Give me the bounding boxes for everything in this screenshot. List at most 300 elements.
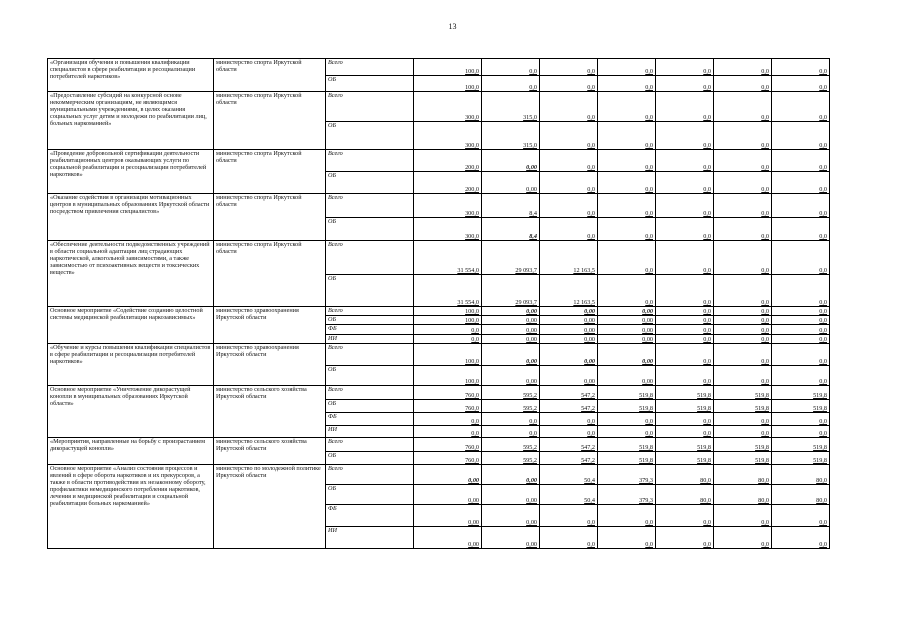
funding-source: ФБ xyxy=(326,505,414,527)
amount-value: 80,0 xyxy=(758,497,769,504)
amount-cell xyxy=(598,438,656,452)
amount-value: 0,0 xyxy=(703,299,711,306)
amount-cell xyxy=(714,150,772,172)
amount-cell xyxy=(414,452,482,465)
amount-cell xyxy=(656,325,714,335)
funding-source: ФБ xyxy=(326,413,414,426)
amount-cell xyxy=(482,218,540,241)
amount-value: 0,00 xyxy=(642,317,653,324)
amount-value: 0,0 xyxy=(819,186,827,193)
amount-cell xyxy=(540,413,598,426)
amount-cell xyxy=(772,316,830,325)
amount-cell xyxy=(656,344,714,366)
amount-value: 519,8 xyxy=(813,444,827,451)
amount-cell xyxy=(482,92,540,122)
amount-cell xyxy=(482,386,540,400)
amount-value: 0,00 xyxy=(642,358,653,365)
amount-value: 519,8 xyxy=(697,444,711,451)
amount-cell xyxy=(598,505,656,527)
amount-cell xyxy=(772,485,830,505)
funding-source: ОБ xyxy=(326,218,414,241)
amount-value: 547,2 xyxy=(581,392,595,399)
amount-value: 0,0 xyxy=(703,210,711,217)
amount-cell xyxy=(540,426,598,438)
amount-value: 519,8 xyxy=(697,457,711,464)
amount-cell xyxy=(482,438,540,452)
amount-value: 0,00 xyxy=(526,164,537,171)
amount-value: 100,0 xyxy=(465,84,479,91)
amount-value: 300,0 xyxy=(465,114,479,121)
amount-cell xyxy=(598,485,656,505)
amount-value: 0,0 xyxy=(761,317,769,324)
amount-value: 0,0 xyxy=(645,541,653,548)
amount-cell xyxy=(772,366,830,386)
amount-cell xyxy=(598,275,656,307)
activity-description: «Обеспечение деятельности подведомственных учреждений в области социальной адаптации лиц страдающих наркотической, алкогольной зависимостями, а также зависимостью от психоактивных веществ и токсических веществ» xyxy=(48,241,214,307)
amount-cell xyxy=(482,485,540,505)
amount-cell xyxy=(414,325,482,335)
amount-value: 100,0 xyxy=(465,317,479,324)
amount-value: 0,0 xyxy=(761,327,769,334)
activity-description: «Мероприятия, направленные на борьбу с произрастанием дикорастущей конопли» xyxy=(48,438,214,465)
amount-cell xyxy=(772,386,830,400)
amount-cell xyxy=(482,413,540,426)
amount-cell xyxy=(656,150,714,172)
responsible-organization: министерство сельского хозяйства Иркутской области xyxy=(214,386,326,438)
funding-source: Всего xyxy=(326,241,414,275)
amount-value: 0,0 xyxy=(703,308,711,315)
amount-value: 0,0 xyxy=(761,541,769,548)
amount-cell xyxy=(414,122,482,150)
amount-value: 31 554,0 xyxy=(457,299,479,306)
funding-source: Всего xyxy=(326,150,414,172)
amount-value: 0,00 xyxy=(526,186,537,193)
amount-value: 760,0 xyxy=(465,444,479,451)
amount-value: 760,0 xyxy=(465,405,479,412)
amount-value: 80,0 xyxy=(700,497,711,504)
funding-source: Всего xyxy=(326,344,414,366)
amount-value: 0,0 xyxy=(703,233,711,240)
funding-source: ОБ xyxy=(326,485,414,505)
amount-cell xyxy=(482,400,540,413)
amount-value: 519,8 xyxy=(697,405,711,412)
amount-cell xyxy=(656,413,714,426)
funding-source: ОБ xyxy=(326,400,414,413)
funding-source: ИИ xyxy=(326,426,414,438)
amount-cell xyxy=(772,59,830,76)
amount-cell xyxy=(414,386,482,400)
amount-cell xyxy=(714,413,772,426)
amount-cell xyxy=(714,325,772,335)
amount-cell xyxy=(772,400,830,413)
amount-value: 200,0 xyxy=(465,186,479,193)
amount-cell xyxy=(414,194,482,218)
amount-value: 0,00 xyxy=(468,519,479,526)
amount-cell xyxy=(656,400,714,413)
amount-cell xyxy=(482,505,540,527)
amount-cell xyxy=(414,59,482,76)
amount-value: 0,0 xyxy=(819,430,827,437)
amount-cell xyxy=(772,465,830,485)
amount-value: 0,0 xyxy=(761,519,769,526)
amount-cell xyxy=(540,275,598,307)
amount-value: 519,8 xyxy=(755,405,769,412)
amount-value: 0,0 xyxy=(645,164,653,171)
amount-value: 0,0 xyxy=(645,210,653,217)
amount-cell xyxy=(656,335,714,344)
amount-cell xyxy=(656,465,714,485)
amount-value: 0,0 xyxy=(761,358,769,365)
amount-value: 0,00 xyxy=(642,378,653,385)
amount-cell xyxy=(598,92,656,122)
amount-value: 0,00 xyxy=(584,358,595,365)
amount-cell xyxy=(598,172,656,194)
amount-cell xyxy=(772,275,830,307)
table-row xyxy=(48,150,830,172)
amount-value: 0,0 xyxy=(587,210,595,217)
amount-cell xyxy=(598,426,656,438)
amount-value: 8,4 xyxy=(529,233,537,240)
amount-cell xyxy=(540,241,598,275)
amount-cell xyxy=(772,194,830,218)
funding-source: Всего xyxy=(326,194,414,218)
amount-cell xyxy=(414,485,482,505)
amount-cell xyxy=(772,325,830,335)
amount-cell xyxy=(714,452,772,465)
amount-value: 300,0 xyxy=(465,210,479,217)
funding-source: Всего xyxy=(326,386,414,400)
amount-cell xyxy=(540,527,598,549)
amount-cell xyxy=(482,307,540,316)
amount-cell xyxy=(540,59,598,76)
amount-value: 0,0 xyxy=(819,418,827,425)
amount-cell xyxy=(540,122,598,150)
amount-cell xyxy=(414,438,482,452)
funding-source: Всего xyxy=(326,438,414,452)
amount-value: 0,0 xyxy=(645,84,653,91)
amount-cell xyxy=(656,438,714,452)
amount-cell xyxy=(598,316,656,325)
table-row xyxy=(48,92,830,122)
amount-value: 0,0 xyxy=(703,186,711,193)
amount-value: 0,0 xyxy=(819,317,827,324)
amount-cell xyxy=(772,344,830,366)
amount-cell xyxy=(714,465,772,485)
table-row xyxy=(48,438,830,452)
amount-cell xyxy=(598,527,656,549)
amount-cell xyxy=(714,241,772,275)
amount-cell xyxy=(598,59,656,76)
amount-cell xyxy=(598,150,656,172)
table-row xyxy=(48,194,830,218)
amount-value: 80,0 xyxy=(816,497,827,504)
amount-cell xyxy=(540,194,598,218)
amount-value: 595,2 xyxy=(523,392,537,399)
funding-source: ИИ xyxy=(326,527,414,549)
amount-cell xyxy=(714,438,772,452)
amount-cell xyxy=(656,92,714,122)
amount-cell xyxy=(772,452,830,465)
amount-cell xyxy=(598,386,656,400)
amount-value: 0,0 xyxy=(587,114,595,121)
amount-cell xyxy=(414,505,482,527)
amount-cell xyxy=(414,76,482,92)
amount-value: 0,00 xyxy=(526,308,537,315)
amount-value: 31 554,0 xyxy=(457,267,479,274)
amount-value: 0,0 xyxy=(703,358,711,365)
amount-value: 519,8 xyxy=(755,444,769,451)
amount-value: 0,0 xyxy=(703,68,711,75)
amount-value: 0,0 xyxy=(703,327,711,334)
amount-value: 0,0 xyxy=(819,541,827,548)
amount-cell xyxy=(482,527,540,549)
amount-value: 0,0 xyxy=(645,418,653,425)
amount-cell xyxy=(482,59,540,76)
amount-value: 0,0 xyxy=(645,114,653,121)
amount-cell xyxy=(656,505,714,527)
table-row xyxy=(48,307,830,316)
amount-cell xyxy=(414,218,482,241)
responsible-organization: министерство спорта Иркутской области xyxy=(214,241,326,307)
amount-value: 547,2 xyxy=(581,457,595,464)
amount-value: 519,8 xyxy=(639,444,653,451)
amount-cell xyxy=(714,344,772,366)
funding-source: ФБ xyxy=(326,325,414,335)
amount-cell xyxy=(414,527,482,549)
amount-cell xyxy=(772,307,830,316)
amount-value: 0,0 xyxy=(761,210,769,217)
amount-cell xyxy=(598,194,656,218)
amount-value: 0,0 xyxy=(703,519,711,526)
amount-cell xyxy=(540,366,598,386)
amount-value: 0,0 xyxy=(819,114,827,121)
amount-value: 29 093,7 xyxy=(515,299,537,306)
amount-cell xyxy=(540,218,598,241)
amount-value: 8,4 xyxy=(529,210,537,217)
funding-source: ОБ xyxy=(326,76,414,92)
funding-source: ОБ xyxy=(326,122,414,150)
amount-cell xyxy=(656,241,714,275)
amount-cell xyxy=(540,307,598,316)
amount-cell xyxy=(540,92,598,122)
amount-cell xyxy=(414,344,482,366)
amount-cell xyxy=(656,307,714,316)
amount-cell xyxy=(482,344,540,366)
amount-value: 0,0 xyxy=(761,186,769,193)
amount-value: 0,0 xyxy=(703,541,711,548)
amount-value: 0,0 xyxy=(819,68,827,75)
amount-cell xyxy=(656,426,714,438)
amount-cell xyxy=(414,241,482,275)
amount-cell xyxy=(540,505,598,527)
amount-value: 300,0 xyxy=(465,233,479,240)
amount-value: 547,2 xyxy=(581,405,595,412)
funding-source: Всего xyxy=(326,465,414,485)
amount-value: 300,0 xyxy=(465,142,479,149)
amount-value: 0,0 xyxy=(761,308,769,315)
amount-cell xyxy=(772,438,830,452)
amount-value: 0,00 xyxy=(526,541,537,548)
amount-cell xyxy=(772,122,830,150)
amount-value: 760,0 xyxy=(465,392,479,399)
amount-cell xyxy=(656,59,714,76)
amount-value: 0,00 xyxy=(526,378,537,385)
amount-cell xyxy=(414,275,482,307)
amount-cell xyxy=(540,465,598,485)
amount-value: 519,8 xyxy=(755,457,769,464)
amount-value: 0,0 xyxy=(703,84,711,91)
amount-value: 0,00 xyxy=(468,541,479,548)
activity-description: «Оказание содействия в организации мотивационных центров в муниципальных образованиях Иркутской области посредством привлечения специалистов» xyxy=(48,194,214,241)
amount-cell xyxy=(540,400,598,413)
amount-value: 50,4 xyxy=(584,477,595,484)
amount-value: 519,8 xyxy=(639,392,653,399)
amount-cell xyxy=(414,413,482,426)
amount-cell xyxy=(598,366,656,386)
amount-cell xyxy=(656,527,714,549)
amount-value: 379,3 xyxy=(639,477,653,484)
amount-cell xyxy=(772,426,830,438)
amount-cell xyxy=(414,465,482,485)
amount-value: 0,0 xyxy=(819,519,827,526)
amount-cell xyxy=(714,426,772,438)
amount-cell xyxy=(482,76,540,92)
amount-value: 0,0 xyxy=(761,378,769,385)
amount-value: 0,00 xyxy=(526,327,537,334)
amount-value: 0,0 xyxy=(587,430,595,437)
funding-source: ОБ xyxy=(326,275,414,307)
amount-cell xyxy=(714,366,772,386)
amount-value: 0,0 xyxy=(703,317,711,324)
amount-cell xyxy=(772,505,830,527)
amount-value: 0,0 xyxy=(645,299,653,306)
amount-value: 0,0 xyxy=(819,308,827,315)
amount-cell xyxy=(598,452,656,465)
amount-value: 0,0 xyxy=(761,336,769,343)
amount-value: 0,0 xyxy=(703,378,711,385)
amount-value: 0,0 xyxy=(819,378,827,385)
amount-cell xyxy=(714,218,772,241)
amount-value: 0,0 xyxy=(761,299,769,306)
responsible-organization: министерство здравоохранения Иркутской области xyxy=(214,307,326,344)
amount-value: 0,0 xyxy=(761,233,769,240)
amount-value: 0,00 xyxy=(526,519,537,526)
amount-value: 0,0 xyxy=(529,430,537,437)
amount-cell xyxy=(772,218,830,241)
amount-value: 0,0 xyxy=(703,418,711,425)
amount-value: 315,0 xyxy=(523,114,537,121)
amount-value: 0,0 xyxy=(645,68,653,75)
amount-value: 0,0 xyxy=(471,418,479,425)
amount-cell xyxy=(598,76,656,92)
funding-source: ОБ xyxy=(326,452,414,465)
amount-value: 0,00 xyxy=(584,327,595,334)
funding-source: Всего xyxy=(326,59,414,76)
amount-cell xyxy=(482,452,540,465)
amount-value: 595,2 xyxy=(523,405,537,412)
amount-cell xyxy=(414,316,482,325)
amount-value: 0,00 xyxy=(584,336,595,343)
amount-cell xyxy=(656,122,714,150)
funding-source: Всего xyxy=(326,307,414,316)
amount-value: 0,0 xyxy=(529,418,537,425)
responsible-organization: министерство спорта Иркутской области xyxy=(214,59,326,92)
table-row xyxy=(48,386,830,400)
page-number: 13 xyxy=(448,22,457,31)
amount-cell xyxy=(598,400,656,413)
amount-cell xyxy=(714,172,772,194)
amount-value: 0,0 xyxy=(703,430,711,437)
activity-description: Основное мероприятие «Анализ состояния процессов и явлений в сфере оборота наркотиков и их прекурсоров, а также в области противодействия их незаконному обороту, профилактики немедицинского потребления наркотиков, лечения и медицинской реабилитации и социальной реабилитации больных наркоманией» xyxy=(48,465,214,549)
amount-cell xyxy=(598,335,656,344)
amount-value: 379,3 xyxy=(639,497,653,504)
amount-value: 0,0 xyxy=(819,142,827,149)
amount-cell xyxy=(772,92,830,122)
funding-source: ОБ xyxy=(326,366,414,386)
amount-cell xyxy=(714,59,772,76)
amount-value: 100,0 xyxy=(465,378,479,385)
amount-cell xyxy=(482,194,540,218)
amount-value: 0,0 xyxy=(587,68,595,75)
responsible-organization: министерство спорта Иркутской области xyxy=(214,150,326,194)
amount-cell xyxy=(540,485,598,505)
amount-value: 0,0 xyxy=(819,358,827,365)
amount-value: 0,00 xyxy=(526,477,537,484)
amount-value: 50,4 xyxy=(584,497,595,504)
responsible-organization: министерство спорта Иркутской области xyxy=(214,92,326,150)
funding-source: Всего xyxy=(326,92,414,122)
funding-source: ОБ xyxy=(326,172,414,194)
amount-cell xyxy=(772,527,830,549)
amount-cell xyxy=(714,194,772,218)
amount-cell xyxy=(714,485,772,505)
amount-cell xyxy=(772,150,830,172)
amount-value: 0,00 xyxy=(584,378,595,385)
amount-value: 0,0 xyxy=(703,114,711,121)
amount-value: 0,00 xyxy=(642,336,653,343)
responsible-organization: министерство здравоохранения Иркутской области xyxy=(214,344,326,386)
amount-cell xyxy=(772,172,830,194)
amount-cell xyxy=(540,316,598,325)
amount-value: 0,00 xyxy=(526,358,537,365)
amount-cell xyxy=(714,92,772,122)
amount-value: 0,00 xyxy=(584,308,595,315)
table-row xyxy=(48,465,830,485)
amount-cell xyxy=(714,505,772,527)
amount-value: 0,00 xyxy=(468,477,479,484)
amount-cell xyxy=(656,172,714,194)
amount-cell xyxy=(714,527,772,549)
amount-cell xyxy=(598,465,656,485)
amount-cell xyxy=(714,316,772,325)
amount-value: 100,0 xyxy=(465,68,479,75)
amount-cell xyxy=(714,400,772,413)
amount-cell xyxy=(714,275,772,307)
amount-value: 0,0 xyxy=(471,336,479,343)
amount-cell xyxy=(414,335,482,344)
amount-cell xyxy=(482,325,540,335)
amount-cell xyxy=(540,452,598,465)
amount-value: 595,2 xyxy=(523,444,537,451)
amount-value: 0,0 xyxy=(587,418,595,425)
table-row xyxy=(48,241,830,275)
amount-cell xyxy=(540,172,598,194)
amount-cell xyxy=(482,122,540,150)
amount-value: 0,0 xyxy=(761,114,769,121)
amount-value: 0,0 xyxy=(645,430,653,437)
amount-value: 519,8 xyxy=(813,457,827,464)
amount-cell xyxy=(414,400,482,413)
